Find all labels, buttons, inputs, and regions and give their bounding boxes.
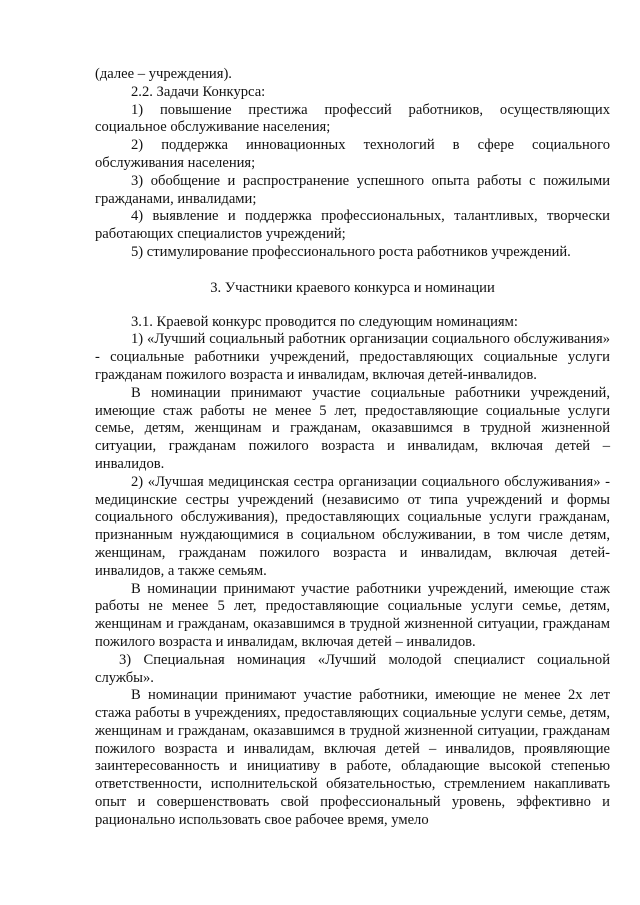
paragraph-nominations-intro: 3.1. Краевой конкурс проводится по следующим номинациям: — [131, 313, 518, 330]
paragraph-tasks-heading: 2.2. Задачи Конкурса: — [131, 83, 266, 100]
paragraph-nomination-3: 3) Специальная номинация «Лучший молодой специалист социальной службы». — [95, 651, 610, 686]
paragraph-nomination-2-participants: В номинации принимают участие работники учреждений, имеющие стаж работы не менее 5 лет, предоставляющие социальные услуги семье, детям, женщинам и гражданам, оказавшимся в трудной жизненной ситуации, гражданам пожилого возраста и инвалидам, включая детей – инвалидов. — [95, 580, 610, 650]
paragraph-task-3: 3) обобщение и распространение успешного опыта работы с пожилыми гражданами, инвалидами; — [95, 172, 610, 207]
section-heading: 3. Участники краевого конкурса и номинации — [210, 279, 495, 296]
paragraph-task-1: 1) повышение престижа профессий работников, осуществляющих социальное обслуживание населения; — [95, 101, 610, 136]
paragraph-task-4: 4) выявление и поддержка профессиональных, талантливых, творчески работающих специалистов учреждений; — [95, 208, 610, 243]
document-body — [95, 66, 610, 830]
paragraph-nomination-3-participants: В номинации принимают участие работники, имеющие не менее 2х лет стажа работы в учреждениях, предоставляющих социальные услуги семье, детям, женщинам и гражданам, оказавшимся в трудной жизненной ситуации, гражданам пожилого возраста и инвалидам, включая детей – инвалидов, проявляющие заинтересованность и инициативу в работе, обладающие высокой степенью ответственности, исполнительской обязательностью, стремлением накапливать опыт и совершенствовать свой профессиональный уровень, эффективно и рационально использовать свое рабочее время, умело — [95, 687, 610, 828]
paragraph-continuation: (далее – учреждения). — [95, 66, 232, 82]
paragraph-nomination-1: 1) «Лучший социальный работник организации социального обслуживания» - социальные работники учреждений, предоставляющих социальные услуги гражданам пожилого возраста и инвалидам, включая детей-инвалидов. — [95, 331, 610, 383]
paragraph-nomination-1-participants: В номинации принимают участие социальные работники учреждений, имеющие стаж работы не менее 5 лет, предоставляющие социальные услуги семье, детям, женщинам и гражданам, оказавшимся в трудной жизненной ситуации, гражданам пожилого возраста и инвалидам, включая детей – инвалидов. — [95, 384, 610, 472]
paragraph-task-2: 2) поддержка инновационных технологий в сфере социального обслуживания населения; — [95, 137, 610, 171]
paragraph-task-5: 5) стимулирование профессионального роста работников учреждений. — [131, 243, 571, 260]
paragraph-nomination-2: 2) «Лучшая медицинская сестра организации социального обслуживания» - медицинские сестры учреждений (независимо от типа учреждений и формы социального обслуживания), предоставляющих социальные услуги гражданам, признанным нуждающимися в социальном обслуживании, в том числе детям, женщинам, гражданам пожилого возраста и инвалидам, включая детей-инвалидов, а также семьям. — [95, 473, 610, 579]
